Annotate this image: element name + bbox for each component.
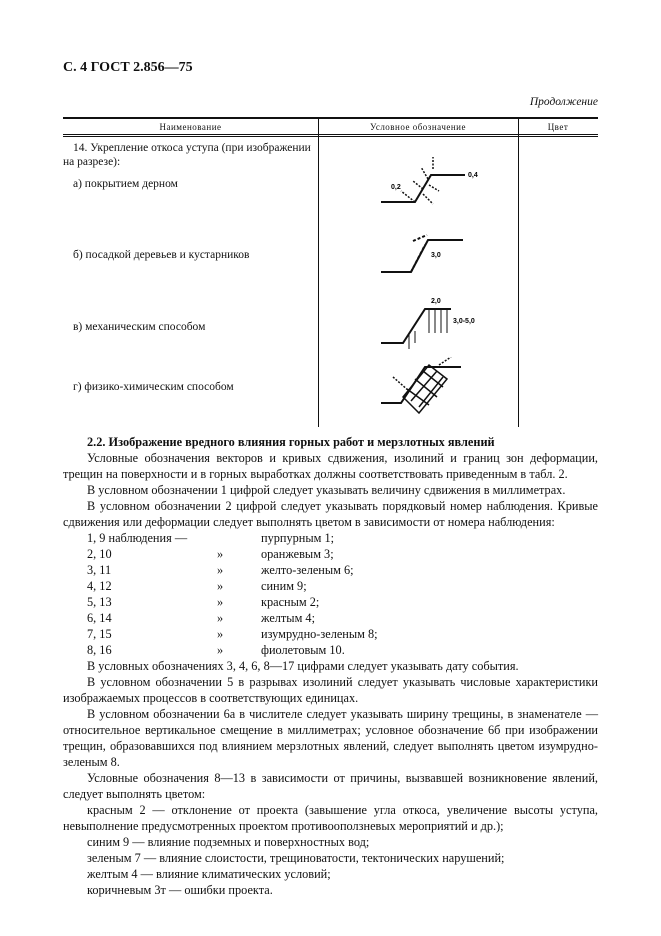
color-list-item [87,530,598,546]
dimension-label: 3,0 [431,252,441,259]
section-text [63,434,598,898]
dimension-label: 0,4 [468,172,478,179]
column-header-color: Цвет [547,122,569,132]
ditto-mark: » [217,595,224,609]
ditto-mark: » [217,579,224,593]
dimension-label: 3,0-5,0 [453,318,475,325]
observation-numbers: 2, 10 [87,547,112,561]
color-list-item [87,578,598,594]
paragraph: В условном обозначении 6а в числителе следует указывать ширину трещины, в знаменателе — относительное вертикальное смещение в миллиметрах; условное обозначение 6б при изображении трещин, образовавшихся под влиянием мерзлотных явлений, следует выполнять цветом изумрудно-зеленым 8. [63,707,598,769]
observation-numbers: 7, 15 [87,627,112,641]
column-header-name: Наименование [159,122,222,132]
cause-item: синим 9 — влияние подземных и поверхностных вод; [87,835,370,849]
paragraph: В условном обозначении 5 в разрывах изолиний следует указывать числовые характеристики изображаемых процессов в соответствующих единицах. [63,675,598,705]
observation-numbers: 1, 9 наблюдения — [87,531,188,545]
ditto-mark [217,530,261,546]
column-header-symbol: Условное обозначение [370,122,466,132]
column-divider [318,119,319,427]
observation-numbers: 3, 11 [87,563,112,577]
mechanical-method-symbol [373,291,483,351]
continuation-label: Продолжение [529,96,598,108]
color-name: желтым 4; [261,611,315,625]
page-title: С. 4 ГОСТ 2.856—75 [63,60,193,75]
paragraph: В условном обозначении 1 цифрой следует указывать величину сдвижения в миллиметрах. [87,483,566,497]
color-list-item [87,562,598,578]
paragraph: В условном обозначении 2 цифрой следует указывать порядковый номер наблюдения. Кривые сдвижения или деформации следует выполнять цветом в зависимости от номера наблюдения: [63,499,598,529]
cause-item: красным 2 — отклонение от проекта (завышение угла откоса, увеличение высоты уступа, невыполнение предусмотренных проектом противооползневых мероприятий и др.); [63,803,598,833]
dimension-label: 2,0 [431,298,441,305]
dimension-label: 0,2 [391,184,401,191]
ditto-mark: » [217,547,224,561]
observation-numbers: 8, 16 [87,643,112,657]
ditto-mark: » [217,627,224,641]
column-divider [518,119,519,427]
color-list-item [87,626,598,642]
cause-item: коричневым 3т — ошибки проекта. [87,883,273,897]
paragraph: Условные обозначения 8—13 в зависимости от причины, вызвавшей возникновение явлений, следует выполнять цветом: [63,771,598,801]
cause-item: зеленым 7 — влияние слоистости, трещиноватости, тектонических нарушений; [87,851,505,865]
observation-numbers: 6, 14 [87,611,112,625]
color-list-item [87,642,598,658]
ditto-mark: » [217,643,224,657]
row-name: в) механическим способом [73,321,206,333]
cause-item: желтым 4 — влияние климатических условий; [87,867,331,881]
row-name: а) покрытием дерном [73,178,178,190]
color-list-item [87,594,598,610]
ditto-mark: » [217,611,224,625]
paragraph: Условные обозначения векторов и кривых сдвижения, изолиний и границ зон деформации, трещин на поверхности и в горных выработках должны соответствовать приведенным в табл. 2. [63,451,598,481]
color-name: желто-зеленым 6; [261,563,354,577]
color-name: синим 9; [261,579,307,593]
observation-numbers: 4, 12 [87,579,112,593]
paragraph: В условных обозначениях 3, 4, 6, 8—17 цифрами следует указывать дату события. [87,659,519,673]
tree-planting-symbol [373,227,483,277]
color-name: фиолетовым 10. [261,643,345,657]
row-name: б) посадкой деревьев и кустарников [73,249,250,261]
physico-chemical-method-symbol [373,357,483,417]
color-list [63,530,598,658]
row-name: г) физико-химическим способом [73,381,234,393]
ditto-mark: » [217,563,224,577]
sod-covering-symbol [373,149,483,209]
color-name: пурпурным 1; [261,531,335,545]
section-heading: 2.2. Изображение вредного влияния горных работ и мерзлотных явлений [87,435,495,449]
color-name: красным 2; [261,595,320,609]
symbols-table [63,117,598,427]
color-name: изумрудно-зеленым 8; [261,627,378,641]
color-name: оранжевым 3; [261,547,334,561]
color-list-item [87,546,598,562]
observation-numbers: 5, 13 [87,595,112,609]
color-list-item [87,610,598,626]
item-title: 14. Укрепление откоса уступа (при изображении на разрезе): [63,142,311,168]
